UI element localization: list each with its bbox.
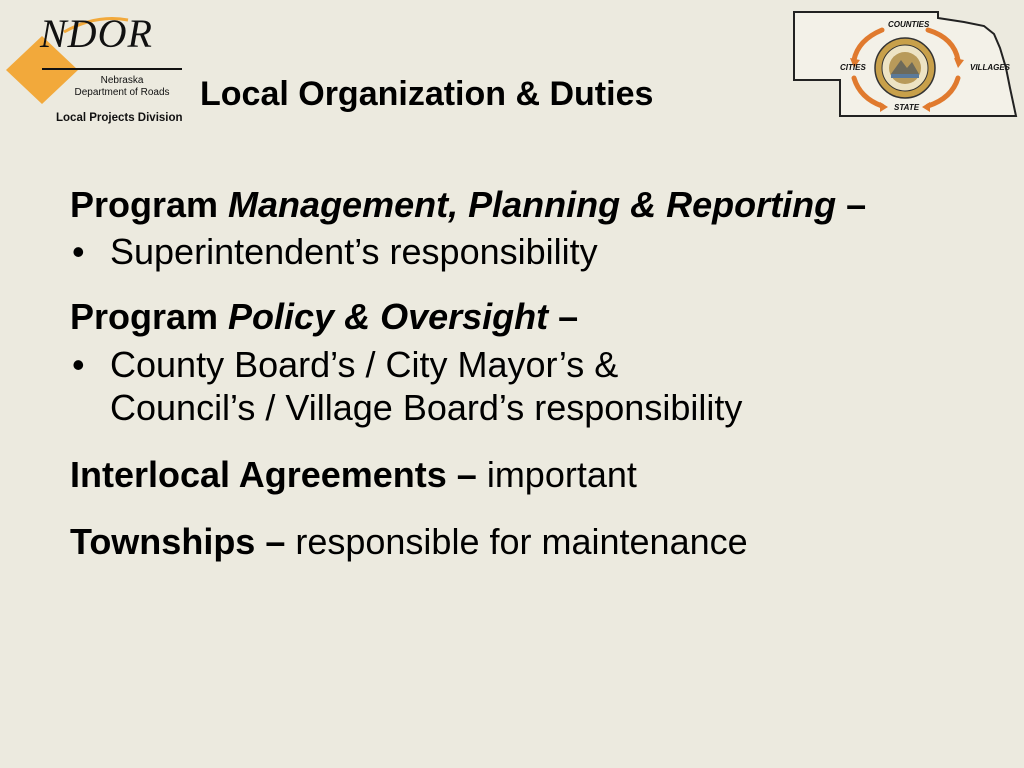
heading-suffix: –	[836, 184, 867, 225]
logo-divider	[42, 68, 182, 70]
heading-suffix: –	[548, 296, 579, 338]
slide-body	[70, 183, 970, 563]
logo-state: Nebraska	[100, 75, 144, 86]
heading-prefix: Program	[70, 296, 229, 338]
heading-bold: Townships –	[70, 521, 286, 563]
section-program-management	[70, 183, 970, 273]
logo-division: Local Projects Division	[56, 112, 183, 124]
heading-italic: Policy & Oversight	[228, 296, 549, 338]
bullet-icon: •	[72, 231, 85, 273]
label-state: STATE	[894, 103, 920, 112]
label-cities: CITIES	[840, 63, 866, 72]
label-counties: COUNTIES	[888, 20, 930, 29]
label-villages: VILLAGES	[970, 63, 1011, 72]
logo-department: Department of Roads	[74, 87, 170, 98]
logo-name: NDOR	[40, 11, 153, 56]
section-program-policy	[70, 295, 970, 429]
section-townships	[70, 520, 970, 563]
heading-bold: Interlocal Agreements –	[70, 453, 477, 495]
heading-plain: important	[476, 453, 637, 495]
bullet-item	[70, 230, 970, 273]
section-heading	[70, 183, 970, 226]
slide-title: Local Organization & Duties	[200, 75, 654, 113]
bullet-text-line-1: County Board’s / City Mayor’s &	[110, 343, 619, 385]
section-heading	[70, 453, 970, 496]
heading-plain: responsible for maintenance	[285, 521, 748, 563]
section-heading	[70, 295, 970, 338]
bullet-icon: •	[72, 343, 85, 385]
heading-prefix: Program	[70, 184, 229, 225]
bullet-item	[70, 343, 970, 429]
bullet-text-line-2: Council’s / Village Board’s responsibility	[110, 386, 743, 428]
section-interlocal	[70, 453, 970, 496]
heading-italic: Management, Planning & Reporting	[228, 184, 837, 225]
section-heading	[70, 520, 970, 563]
bullet-text: Superintendent’s responsibility	[110, 231, 598, 273]
nebraska-graphic	[788, 8, 1020, 124]
ndor-logo	[4, 6, 204, 126]
